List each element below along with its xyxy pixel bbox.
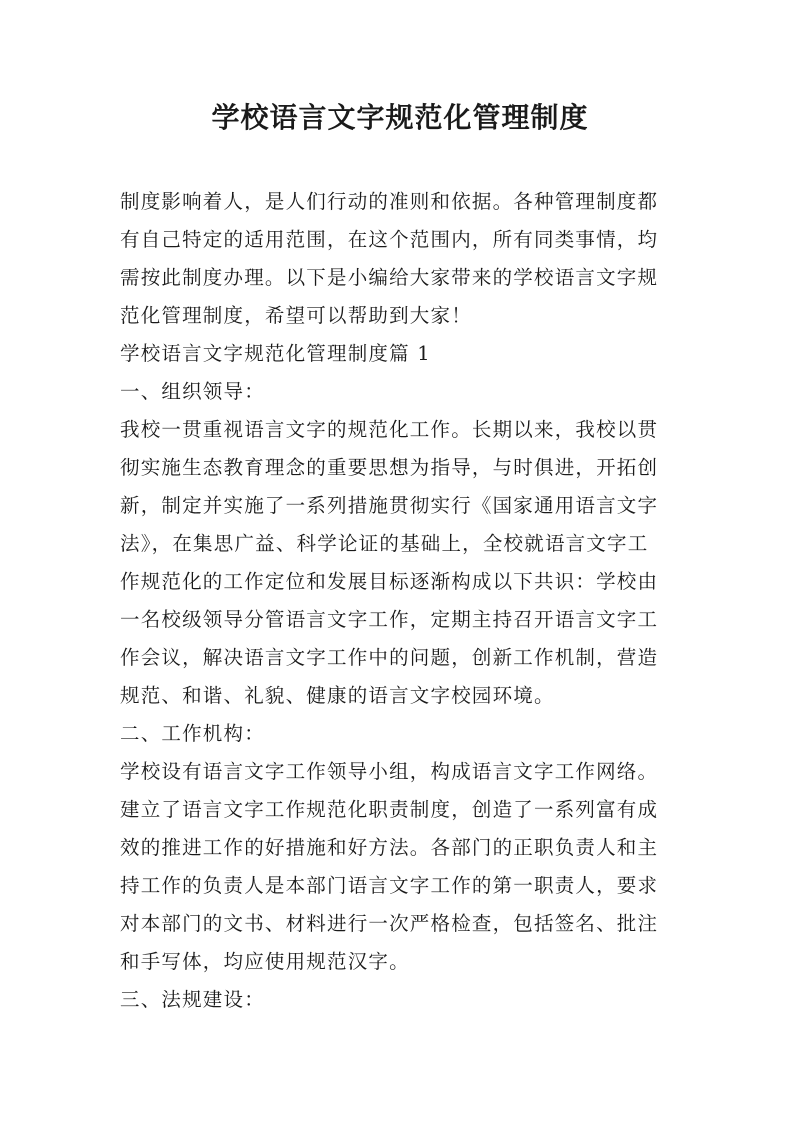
document-title: 学校语言文字规范化管理制度 — [211, 101, 589, 134]
body-line: 范化管理制度，希望可以帮助到大家！ — [120, 304, 472, 327]
body-line: 彻实施生态教育理念的重要思想为指导，与时俱进，开拓创 — [120, 456, 659, 479]
body-line: 持工作的负责人是本部门语言文字工作的第一职责人，要求 — [120, 874, 659, 897]
body-line: 对本部门的文书、材料进行一次严格检查，包括签名、批注 — [120, 912, 659, 935]
body-line: 和手写体，均应使用规范汉字。 — [120, 950, 410, 973]
body-line: 有自己特定的适用范围，在这个范围内，所有同类事情，均 — [120, 228, 659, 251]
section-title: 学校语言文字规范化管理制度篇 1 — [120, 342, 431, 365]
document-body — [120, 183, 700, 1019]
body-line: 法》，在集思广益、科学论证的基础上，全校就语言文字工 — [120, 532, 649, 555]
body-line: 我校一贯重视语言文字的规范化工作。长期以来，我校以贯 — [120, 418, 659, 441]
body-line: 一名校级领导分管语言文字工作，定期主持召开语言文字工 — [120, 608, 659, 631]
body-line: 效的推进工作的好措施和好方法。各部门的正职负责人和主 — [120, 836, 659, 859]
body-line: 建立了语言文字工作规范化职责制度，创造了一系列富有成 — [120, 798, 659, 821]
body-line: 作会议，解决语言文字工作中的问题，创新工作机制，营造 — [120, 646, 659, 669]
body-line: 制度影响着人，是人们行动的准则和依据。各种管理制度都 — [120, 190, 659, 213]
body-line: 规范、和谐、礼貌、健康的语言文字校园环境。 — [120, 684, 555, 707]
body-line: 学校设有语言文字工作领导小组，构成语言文字工作网络。 — [120, 760, 659, 783]
body-line: 作规范化的工作定位和发展目标逐渐构成以下共识：学校由 — [120, 570, 659, 593]
heading-work-structure: 二、工作机构： — [120, 722, 265, 745]
body-line: 需按此制度办理。以下是小编给大家带来的学校语言文字规 — [120, 266, 659, 289]
body-line: 新，制定并实施了一系列措施贯彻实行《国家通用语言文字 — [120, 494, 659, 517]
heading-regulations: 三、法规建设： — [120, 988, 265, 1011]
heading-organization: 一、组织领导： — [120, 380, 265, 403]
